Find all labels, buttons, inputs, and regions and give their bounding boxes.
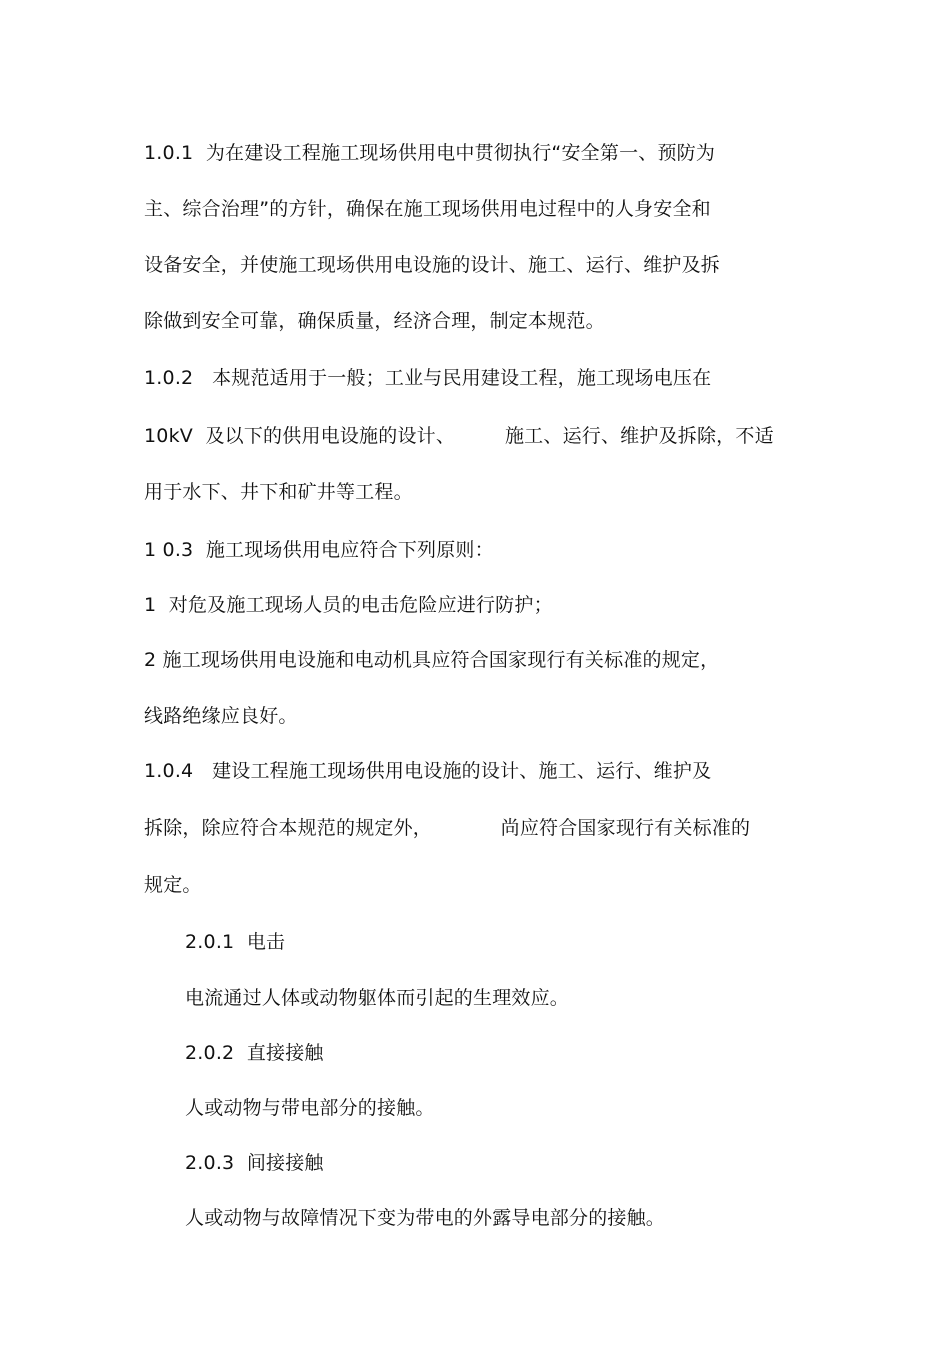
clause-1-0-1-line-3: 设备安全，并使施工现场供用电设施的设计、施工、运行、维护及拆 bbox=[144, 254, 721, 276]
term-2-0-2-definition: 人或动物与带电部分的接触。 bbox=[185, 1097, 435, 1119]
clause-1-0-1-line-2: 主、综合治理”的方针，确保在施工现场供用电过程中的人身安全和 bbox=[144, 198, 711, 220]
clause-1-0-3-item-2-line-2: 线路绝缘应良好。 bbox=[144, 705, 298, 727]
clause-1-0-4-line-2: 拆除，除应符合本规范的规定外， 尚应符合国家现行有关标准的 bbox=[144, 817, 751, 839]
term-2-0-2-heading: 2.0.2 直接接触 bbox=[185, 1042, 324, 1064]
clause-1-0-4-line-3: 规定。 bbox=[144, 874, 202, 896]
clause-1-0-1-line-4: 除做到安全可靠，确保质量，经济合理，制定本规范。 bbox=[144, 310, 605, 332]
clause-1-0-3-item-1: 1 对危及施工现场人员的电击危险应进行防护； bbox=[144, 594, 553, 616]
clause-1-0-2-line-2: 10kV 及以下的供用电设施的设计、 施工、运行、维护及拆除，不适 bbox=[144, 425, 774, 447]
term-2-0-3-definition: 人或动物与故障情况下变为带电的外露导电部分的接触。 bbox=[185, 1207, 666, 1229]
term-2-0-3-heading: 2.0.3 间接接触 bbox=[185, 1152, 324, 1174]
clause-1-0-2-line-1: 1.0.2 本规范适用于一般；工业与民用建设工程，施工现场电压在 bbox=[144, 367, 712, 389]
clause-1-0-2-line-3: 用于水下、井下和矿井等工程。 bbox=[144, 481, 413, 503]
clause-1-0-1-line-1: 1.0.1 为在建设工程施工现场供用电中贯彻执行“安全第一、预防为 bbox=[144, 142, 716, 164]
clause-1-0-3-heading: 1 0.3 施工现场供用电应符合下列原则： bbox=[144, 539, 494, 561]
term-2-0-1-definition: 电流通过人体或动物躯体而引起的生理效应。 bbox=[185, 987, 570, 1009]
term-2-0-1-heading: 2.0.1 电击 bbox=[185, 931, 286, 953]
clause-1-0-4-line-1: 1.0.4 建设工程施工现场供用电设施的设计、施工、运行、维护及 bbox=[144, 760, 712, 782]
clause-1-0-3-item-2-line-1: 2 施工现场供用电设施和电动机具应符合国家现行有关标准的规定， bbox=[144, 649, 720, 671]
